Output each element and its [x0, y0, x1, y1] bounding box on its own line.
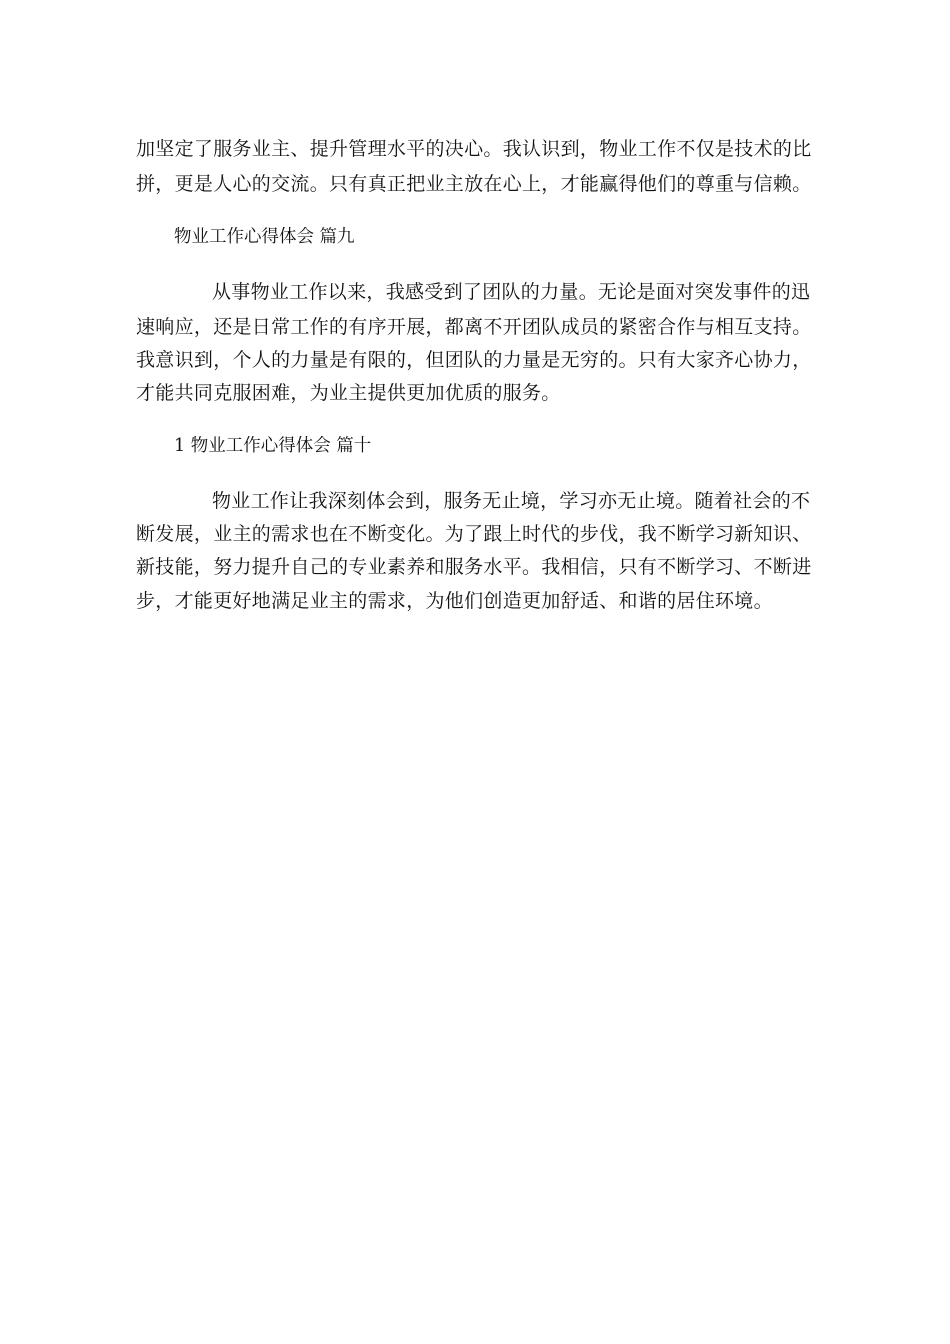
paragraph-line: 拼，更是人心的交流。只有真正把业主放在心上，才能赢得他们的尊重与信赖。 — [136, 173, 812, 195]
paragraph-line: 新技能，努力提升自己的专业素养和服务水平。我相信，只有不断学习、不断进 — [136, 556, 812, 578]
section-heading-9: 物业工作心得体会 篇九 — [174, 227, 355, 247]
paragraph-line: 断发展，业主的需求也在不断变化。为了跟上时代的步伐，我不断学习新知识、 — [136, 523, 812, 545]
paragraph-line: 才能共同克服困难，为业主提供更加优质的服务。 — [136, 382, 561, 404]
paragraph-line: 从事物业工作以来，我感受到了团队的力量。无论是面对突发事件的迅 — [212, 281, 811, 303]
paragraph-line: 加坚定了服务业主、提升管理水平的决心。我认识到，物业工作不仅是技术的比 — [136, 138, 812, 160]
paragraph-line: 速响应，还是日常工作的有序开展，都离不开团队成员的紧密合作与相互支持。 — [136, 316, 812, 338]
section-heading-10: 1 物业工作心得体会 篇十 — [174, 436, 372, 456]
paragraph-line: 物业工作让我深刻体会到，服务无止境，学习亦无止境。随着社会的不 — [212, 490, 811, 512]
paragraph-line: 步，才能更好地满足业主的需求，为他们创造更加舒适、和谐的居住环境。 — [136, 590, 773, 612]
paragraph-line: 我意识到，个人的力量是有限的，但团队的力量是无穷的。只有大家齐心协力， — [136, 349, 812, 371]
